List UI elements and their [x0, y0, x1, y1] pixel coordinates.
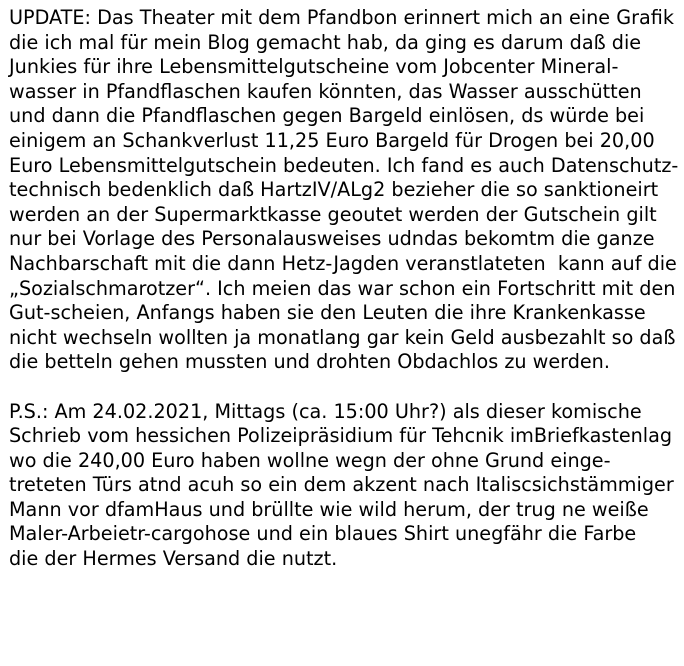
- text-line: technisch bedenklich daß HartzIV/ALg2 bezieher die so sanktioneirt: [9, 178, 659, 202]
- paragraph-gap: [9, 375, 681, 400]
- text-line: Junkies für ihre Lebensmittelgutscheine vom Jobcenter Mineral-: [9, 55, 619, 79]
- text-line: die der Hermes Versand die nutzt.: [9, 547, 338, 571]
- text-line: Nachbarschaft mit die dann Hetz-Jagden veranstlateten kann auf die: [9, 251, 677, 275]
- text-line: einigem an Schankverlust 11,25 Euro Bargeld für Drogen bei 20,00: [9, 128, 655, 152]
- text-line: Euro Lebensmittelgutschein bedeuten. Ich fand es auch Datenschutz-: [9, 153, 679, 177]
- text-line: „Sozialschmarotzer“. Ich meien das war schon ein Fortschritt mit den: [9, 276, 676, 300]
- text-line: nicht wechseln wollten ja monatlang gar kein Geld ausbezahlt so daß: [9, 325, 676, 349]
- text-line: UPDATE: Das Theater mit dem Pfandbon erinnert mich an eine Grafik: [9, 6, 674, 29]
- text-line: Maler-Arbeietr-cargohose und ein blaues Shirt unegfähr die Farbe: [9, 522, 637, 546]
- text-line: treteten Türs atnd acuh so ein dem akzent nach Italiscsichstämmiger: [9, 473, 674, 497]
- text-line: die betteln gehen mussten und drohten Obdachlos zu werden.: [9, 350, 610, 374]
- paragraph-update: [9, 6, 681, 375]
- text-line: und dann die Pfandflaschen gegen Bargeld einlösen, ds würde bei: [9, 104, 645, 128]
- text-line: nur bei Vorlage des Personalausweises udndas bekomtm die ganze: [9, 227, 655, 251]
- text-line: Schrieb vom hessichen Polizeipräsidium für Tehcnik imBriefkastenlag: [9, 424, 673, 448]
- text-line: wo die 240,00 Euro haben wollne wegn der ohne Grund einge-: [9, 448, 611, 472]
- text-line: wasser in Pfandflaschen kaufen könnten, das Wasser ausschütten: [9, 79, 642, 103]
- document-body: [9, 6, 681, 572]
- text-line: P.S.: Am 24.02.2021, Mittags (ca. 15:00 Uhr?) als dieser komische: [9, 399, 642, 423]
- paragraph-ps: [9, 400, 681, 572]
- text-line: die ich mal für mein Blog gemacht hab, da ging es darum daß die: [9, 30, 642, 54]
- text-line: Mann vor dfamHaus und brüllte wie wild herum, der trug ne weiße: [9, 497, 649, 521]
- text-line: werden an der Supermarktkasse geoutet werden der Gutschein gilt: [9, 202, 657, 226]
- text-line: Gut-scheien, Anfangs haben sie den Leuten die ihre Krankenkasse: [9, 301, 646, 325]
